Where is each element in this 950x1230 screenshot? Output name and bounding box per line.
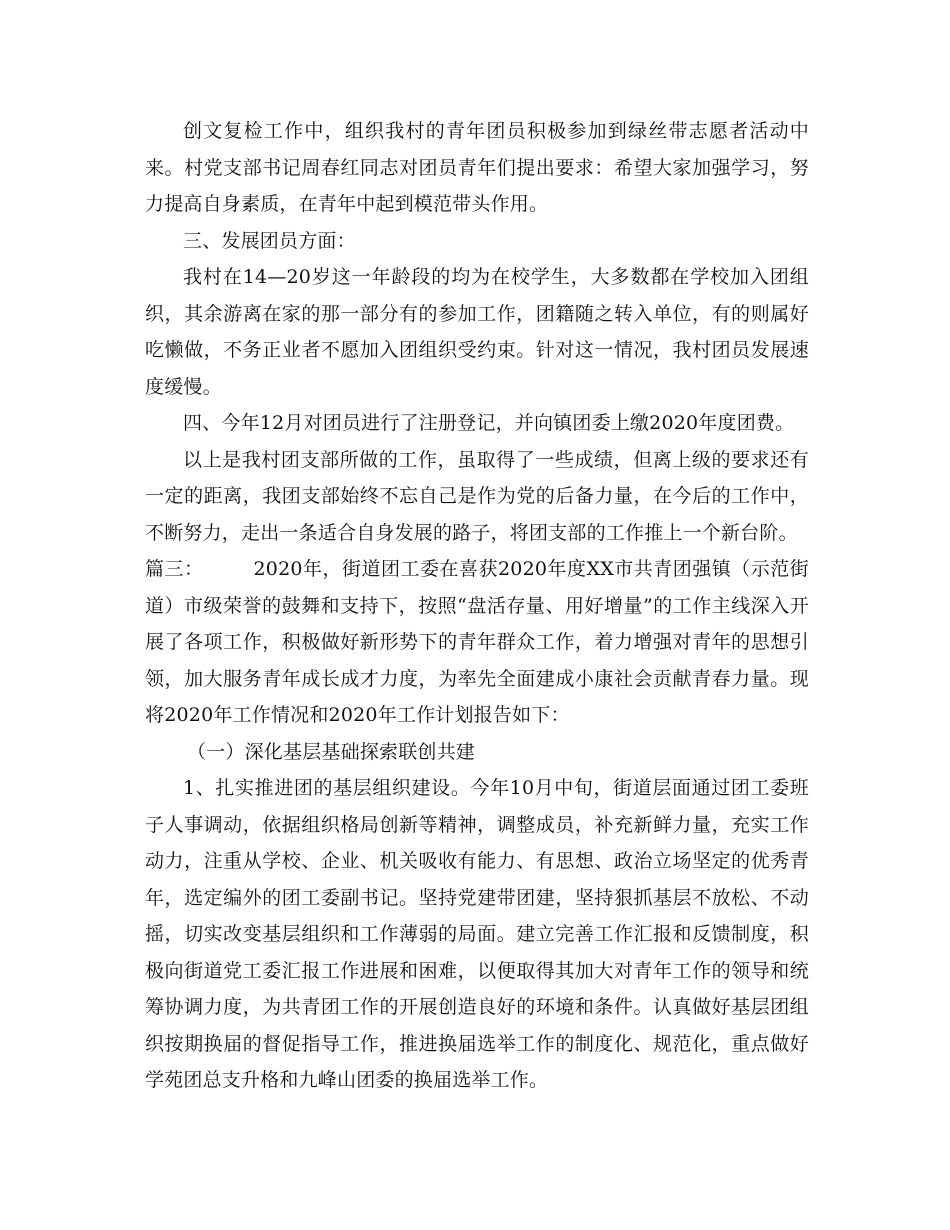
- heading-grassroots: （一）深化基层基础探索联创共建: [187, 740, 476, 763]
- paragraph-grassroots-construction: 1、扎实推进团的基层组织建设。今年10月中旬，街道层面通过团工委班子人事调动，依据组织格局创新等精神，调整成员，补充新鲜力量，充实工作动力，注重从学校、企业、机关吸收有能力、有思想、政治立场坚定的优秀青年，选定编外的团工委副书记。坚持党建带团建，坚持狠抓基层不放松、不动摇，切实改变基层组织和工作薄弱的局面。建立完善工作汇报和反馈制度，积极向街道党工委汇报工作进展和困难，以便取得其加大对青年工作的领导和统筹协调力度，为共青团工作的开展创造良好的环境和条件。认真做好基层团组织按期换届的督促指导工作，推进换届选举工作的制度化、规范化，重点做好学苑团总支升格和九峰山团委的换届选举工作。: [145, 777, 809, 1091]
- part-three-label: 篇三：: [145, 558, 204, 580]
- paragraph-member-development: 我村在14—20岁这一年龄段的均为在校学生，大多数都在学校加入团组织，其余游离在家的那一部分有的参加工作，团籍随之转入单位，有的则属好吃懒做，不务正业者不愿加入团组织受约束。针对这一情况，我村团员发展速度缓慢。: [145, 266, 809, 398]
- paragraph-volunteer-activity: 创文复检工作中，组织我村的青年团员积极参加到绿丝带志愿者活动中来。村党支部书记周春红同志对团员青年们提出要求：希望大家加强学习，努力提高自身素质，在青年中起到模范带头作用。: [145, 120, 809, 215]
- heading-member-development: 三、发展团员方面：: [183, 229, 356, 252]
- document-body: [145, 113, 809, 1099]
- paragraph-registration: 四、今年12月对团员进行了注册登记，并向镇团委上缴2020年度团费。: [183, 412, 795, 434]
- part-three-text: 2020年，街道团工委在喜获2020年度XX市共青团强镇（示范街道）市级荣誉的鼓舞和支持下，按照“盘活存量、用好增量”的工作主线深入开展了各项工作，积极做好新形势下的青年群众工作，着力增强对青年的思想引领，加大服务青年成长成才力度，为率先全面建成小康社会贡献青春力量。现将2020年工作情况和2020年工作计划报告如下：: [145, 558, 809, 726]
- paragraph-summary: 以上是我村团支部所做的工作，虽取得了一些成绩，但离上级的要求还有一定的距离，我团支部始终不忘自己是作为党的后备力量，在今后的工作中，不断努力，走出一条适合自身发展的路子，将团支部的工作推上一个新台阶。: [145, 448, 809, 544]
- paragraph-part-three: [145, 551, 809, 734]
